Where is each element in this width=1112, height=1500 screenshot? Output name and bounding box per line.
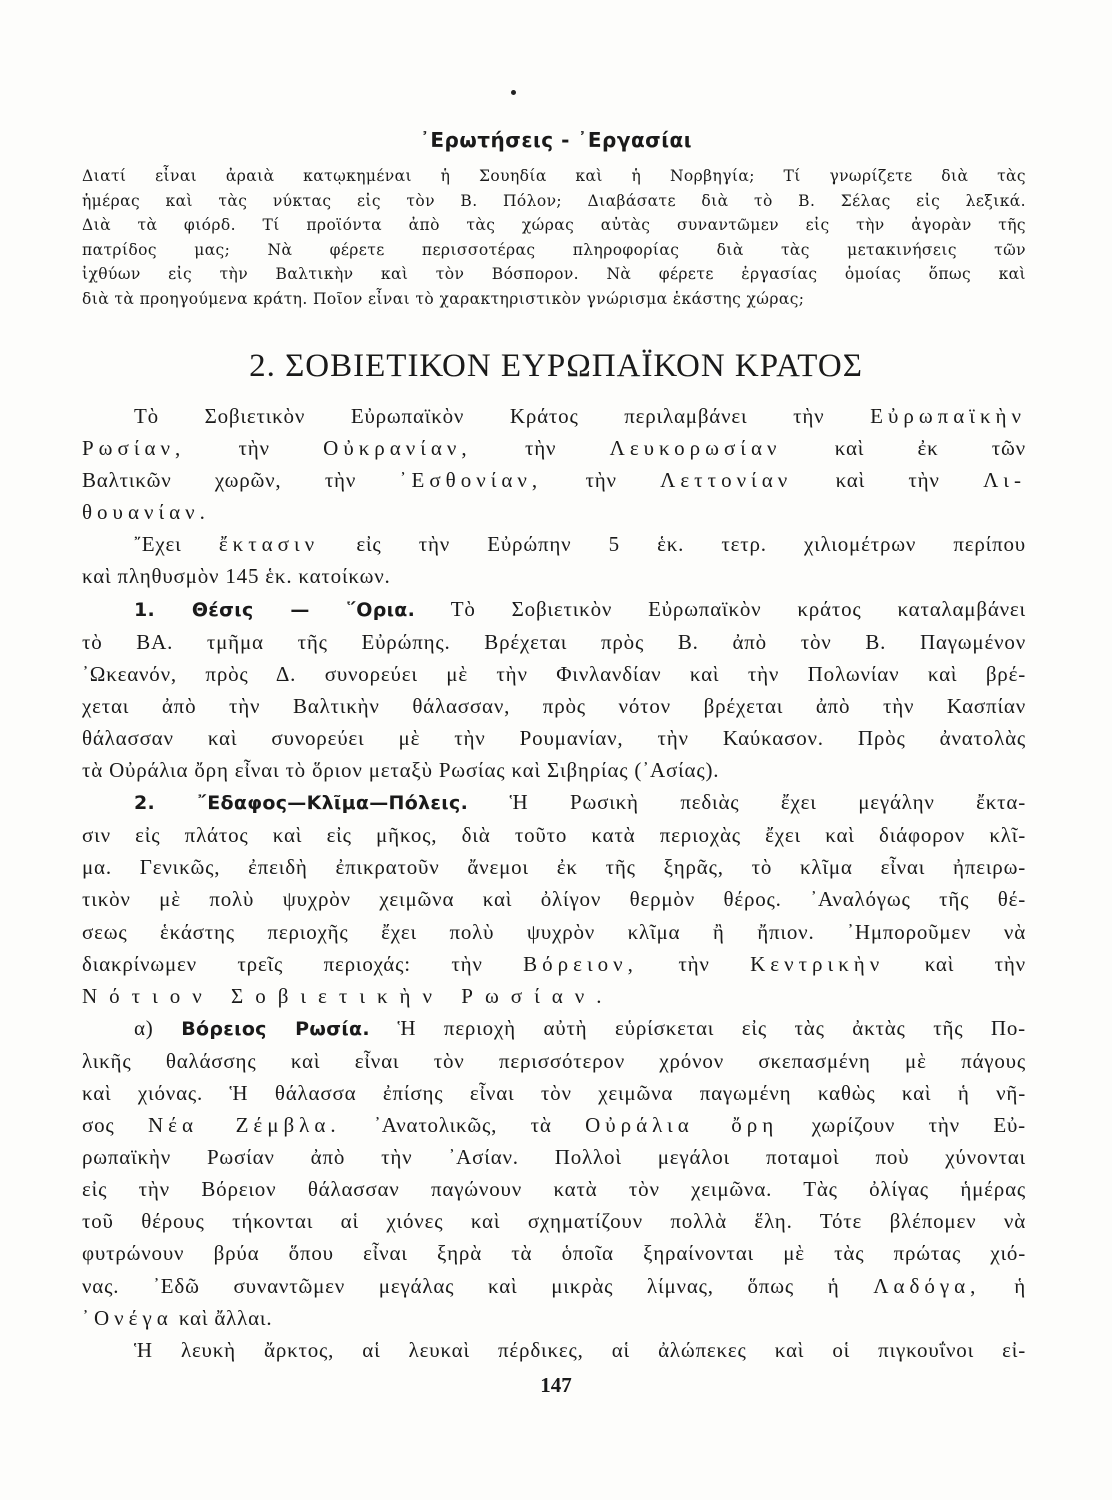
text: τὴν [238, 436, 270, 461]
position-line: θάλασσαν καὶ συνορεύει μὲ τὴν Ρουμανίαν, τὴν Καύκασον. Πρὸς ἀνατολὰς [82, 725, 1026, 750]
text: καὶ τὴν [835, 468, 940, 493]
spaced-term: Λεττονίαν [660, 468, 793, 493]
terrain-line [82, 786, 1026, 819]
terrain-line: τικὸν μὲ πολὺ ψυχρὸν χειμῶνα καὶ ὀλίγον θερμὸν θέρος. ᾿Αναλόγως τῆς θέ- [82, 887, 1026, 912]
spaced-term: θουανίαν. [82, 500, 210, 525]
subsection-label: α) [134, 1015, 154, 1040]
text: Τὸ Σοβιετικὸν Εὐρωπαϊκὸν κράτος καταλαμβάνει [450, 596, 1026, 621]
questions-heading: ᾿Ερωτήσεις - ᾿Εργασίαι [419, 128, 693, 152]
position-line: τὸ ΒΑ. τμῆμα τῆς Εὐρώπης. Βρέχεται πρὸς Β. ἀπὸ τὸν Β. Παγωμένον [82, 629, 1026, 654]
terrain-heading: 2. ῎Εδαφος—Κλῖμα—Πόλεις. [134, 792, 469, 815]
questions-line: ἡμέρας καὶ τὰς νύκτας εἰς τὸν Β. Πόλον; Διαβάσατε διὰ τὸ Β. Σέλας εἰς λεξικά. [82, 191, 1026, 210]
spaced-term: Οὐκρανίαν, [323, 436, 472, 461]
intro-line [82, 464, 1026, 496]
north-line: ρωπαϊκὴν Ρωσίαν ἀπὸ τὴν ᾿Ασίαν. Πολλοὶ μεγάλοι ποταμοὶ ποὺ χύνονται [82, 1145, 1026, 1170]
questions-line: ἰχθύων εἰς τὴν Βαλτικὴν καὶ τὸν Βόσπορον. Νὰ φέρετε ἐργασίας ὁμοίας ὅπως καὶ [82, 265, 1026, 284]
text: σος [82, 1113, 115, 1138]
north-line: καὶ χιόνας. Ἡ θάλασσα ἐπίσης εἶναι τὸν χειμῶνα παγωμένη καθὼς καὶ ἡ νῆ- [82, 1080, 1026, 1105]
spaced-term: Οὐράλια ὄρη [585, 1113, 779, 1138]
position-line: χεται ἀπὸ τὴν Βαλτικὴν θάλασσαν, πρὸς νότον βρέχεται ἀπὸ τὴν Κασπίαν [82, 693, 1026, 718]
north-line: φυτρώνουν βρύα ὅπου εἶναι ξηρὰ τὰ ὁποῖα ξηραίνονται μὲ τὰς πρώτας χιό- [82, 1241, 1026, 1266]
text: ᾿Ανατολικῶς, τὰ [374, 1113, 552, 1138]
north-line: λικῆς θαλάσσης καὶ εἶναι τὸν περισσότερον χρόνον σκεπασμένη μὲ πάγους [82, 1048, 1026, 1073]
text: εἰς τὴν Εὐρώπην 5 ἑκ. τετρ. χιλιομέτρων περίπου [356, 532, 1026, 557]
spaced-term: Εὐρωπαϊκὴν [870, 404, 1026, 428]
north-line [82, 1012, 1026, 1045]
section-body [82, 400, 1026, 1366]
text: ἡ [1014, 1273, 1026, 1298]
spaced-term: Λευκορωσίαν [609, 436, 782, 461]
spaced-term: Βόρειον, [523, 951, 638, 976]
questions-line: Διὰ τὰ φιόρδ. Τί προϊόντα ἀπὸ τὰς χώρας αὐτὰς συναντῶμεν εἰς τὴν ἀγορὰν τῆς [82, 216, 1026, 235]
questions-line: διὰ τὰ προηγούμενα κράτη. Ποῖον εἶναι τὸ χαρακτηριστικὸν γνώρισμα ἑκάστης χώρας; [82, 289, 805, 308]
spaced-term: Ρωσίαν, [82, 436, 186, 461]
north-line [82, 1270, 1026, 1302]
page-number: 147 [540, 1373, 572, 1397]
text: τὴν [524, 436, 557, 461]
north-line: τοῦ θέρους τήκονται αἱ χιόνες καὶ σχηματίζουν πολλὰ ἕλη. Τότε βλέπομεν νὰ [82, 1209, 1026, 1234]
north-line: εἰς τὴν Βόρειον θάλασσαν παγώνουν κατὰ τὸν χειμῶνα. Τὰς ὀλίγας ἡμέρας [82, 1177, 1026, 1202]
position-line [82, 593, 1026, 626]
text: καὶ τὴν [924, 951, 1026, 976]
spaced-term: Νέα Ζέμβλα. [147, 1113, 341, 1138]
text: Βαλτικῶν χωρῶν, τὴν [82, 468, 357, 493]
text: τὴν [585, 468, 617, 493]
text: ῎Εχει [134, 532, 182, 557]
text: χωρίζουν τὴν Εὐ- [811, 1113, 1026, 1138]
north-heading: Βόρειος Ρωσία. [181, 1017, 370, 1040]
spaced-term: Νότιον Σοβιετικὴν Ρωσίαν. [82, 983, 614, 1008]
spaced-term: ἔκτασιν [218, 532, 320, 557]
text: καὶ ἐκ τῶν [834, 436, 1026, 461]
spaced-term: Λι- [983, 468, 1026, 493]
section-title: 2. ΣΟΒΙΕΤΙΚΟΝ ΕΥΡΩΠΑΪΚΟΝ ΚΡΑΤΟΣ [249, 348, 863, 384]
text: καὶ ἄλλαι. [178, 1305, 273, 1330]
text: Ἡ περιοχὴ αὐτὴ εὑρίσκεται εἰς τὰς ἀκτὰς τῆς Πο- [397, 1015, 1026, 1040]
spaced-term: Κεντρικὴν [750, 951, 885, 976]
intro-line [82, 496, 1026, 528]
extent-line: καὶ πληθυσμὸν 145 ἑκ. κατοίκων. [82, 564, 391, 589]
questions-paragraph [82, 164, 1026, 312]
intro-line [82, 432, 1026, 464]
spaced-term: Λαδόγα, [873, 1273, 981, 1298]
terrain-line [82, 948, 1026, 980]
text: νας. ᾿Εδῶ συναντῶμεν μεγάλας καὶ μικρὰς λίμνας, ὅπως ἡ [82, 1273, 840, 1298]
extent-line [82, 528, 1026, 560]
north-line [82, 1109, 1026, 1141]
spaced-term: ᾿Ονέγα [82, 1305, 173, 1330]
terrain-line: σεως ἑκάστης περιοχῆς ἔχει πολὺ ψυχρὸν κλῖμα ἢ ἤπιον. ᾿Ημποροῦμεν νὰ [82, 919, 1026, 944]
position-heading: 1. Θέσις — ῞Ορια. [134, 598, 416, 621]
text: Ἡ Ρωσικὴ πεδιὰς ἔχει μεγάλην ἔκτα- [509, 790, 1027, 815]
text: διακρίνωμεν τρεῖς περιοχάς: τὴν [82, 951, 483, 976]
position-line: τὰ Οὐράλια ὄρη εἶναι τὸ ὅριον μεταξὺ Ρωσίας καὶ Σιβηρίας (᾿Ασίας). [82, 758, 720, 783]
terrain-line: μα. Γενικῶς, ἐπειδὴ ἐπικρατοῦν ἄνεμοι ἐκ τῆς ξηρᾶς, τὸ κλῖμα εἶναι ἠπειρω- [82, 855, 1026, 880]
terrain-line: σιν εἰς πλάτος καὶ εἰς μῆκος, διὰ τοῦτο κατὰ περιοχὰς ἔχει καὶ διάφορον κλῖ- [82, 823, 1026, 848]
questions-line: πατρίδος μας; Νὰ φέρετε περισσοτέρας πληροφορίας διὰ τὰς μετακινήσεις τῶν [82, 240, 1026, 259]
text: Τὸ Σοβιετικὸν Εὐρωπαϊκὸν Κράτος περιλαμβάνει τὴν [134, 404, 825, 428]
ink-dot [511, 90, 516, 95]
text: τὴν [678, 951, 710, 976]
terrain-line [82, 980, 1026, 1012]
north-line [82, 1302, 1026, 1334]
spaced-term: ᾿Εσθονίαν, [399, 468, 543, 493]
position-line: ᾿Ωκεανόν, πρὸς Δ. συνορεύει μὲ τὴν Φινλανδίαν καὶ τὴν Πολωνίαν καὶ βρέ- [82, 661, 1026, 686]
intro-line [82, 400, 1026, 432]
questions-line: Διατί εἶναι ἀραιὰ κατῳκημέναι ἡ Σουηδία καὶ ἡ Νορβηγία; Τί γνωρίζετε διὰ τὰς [82, 167, 1026, 185]
north-line: Ἡ λευκὴ ἄρκτος, αἱ λευκαὶ πέρδικες, αἱ ἀλώπεκες καὶ οἱ πιγκουΐνοι εἰ- [134, 1337, 1026, 1362]
